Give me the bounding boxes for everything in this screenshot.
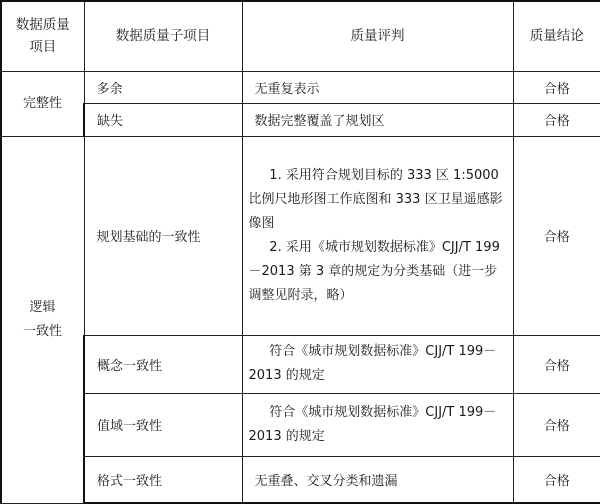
group-item-logical-consistency: 逻辑 一致性: [1, 136, 84, 503]
conclusion-cell: 合格: [513, 71, 600, 103]
group-item-completeness: 完整性: [1, 71, 84, 136]
judgement-line: 2. 采用《城市规划数据标准》CJJ/T 199－2013 第 3 章的规定为分类基础（进一步调整见附录，略）: [248, 239, 500, 303]
judgement-cell: 无重叠、交叉分类和遗漏: [242, 456, 513, 503]
sub-item-cell: 格式一致性: [84, 456, 242, 503]
judgement-cell: 符合《城市规划数据标准》CJJ/T 199－2013 的规定: [242, 393, 513, 456]
conclusion-cell: 合格: [513, 103, 600, 136]
conclusion-cell: 合格: [513, 335, 600, 393]
conclusion-cell: 合格: [513, 393, 600, 456]
table-row: [1, 71, 600, 103]
judgement-cell: 无重复表示: [242, 71, 513, 103]
header-quality-item: 数据质量 项目: [1, 1, 84, 71]
sub-item-cell: 规划基础的一致性: [84, 136, 242, 335]
table-row: [1, 456, 600, 503]
sub-item-cell: 缺失: [84, 103, 242, 136]
table-row: [1, 136, 600, 335]
conclusion-cell: 合格: [513, 136, 600, 335]
sub-item-cell: 概念一致性: [84, 335, 242, 393]
judgement-cell: 符合《城市规划数据标准》CJJ/T 199－2013 的规定: [242, 335, 513, 393]
table-row: [1, 393, 600, 456]
conclusion-cell: 合格: [513, 456, 600, 503]
judgement-line: 1. 采用符合规划目标的 333 区 1:5000比例尺地形图工作底图和 333 区卫星遥感影像图: [248, 167, 503, 231]
sub-item-cell: 值域一致性: [84, 393, 242, 456]
table-header-row: [1, 1, 600, 71]
judgement-cell: [242, 136, 513, 335]
header-sub-item: 数据质量子项目: [84, 1, 242, 71]
judgement-cell: 数据完整覆盖了规划区: [242, 103, 513, 136]
table-row: [1, 103, 600, 136]
sub-item-cell: 多余: [84, 71, 242, 103]
header-conclusion: 质量结论: [513, 1, 600, 71]
header-judgement: 质量评判: [242, 1, 513, 71]
table-row: [1, 335, 600, 393]
